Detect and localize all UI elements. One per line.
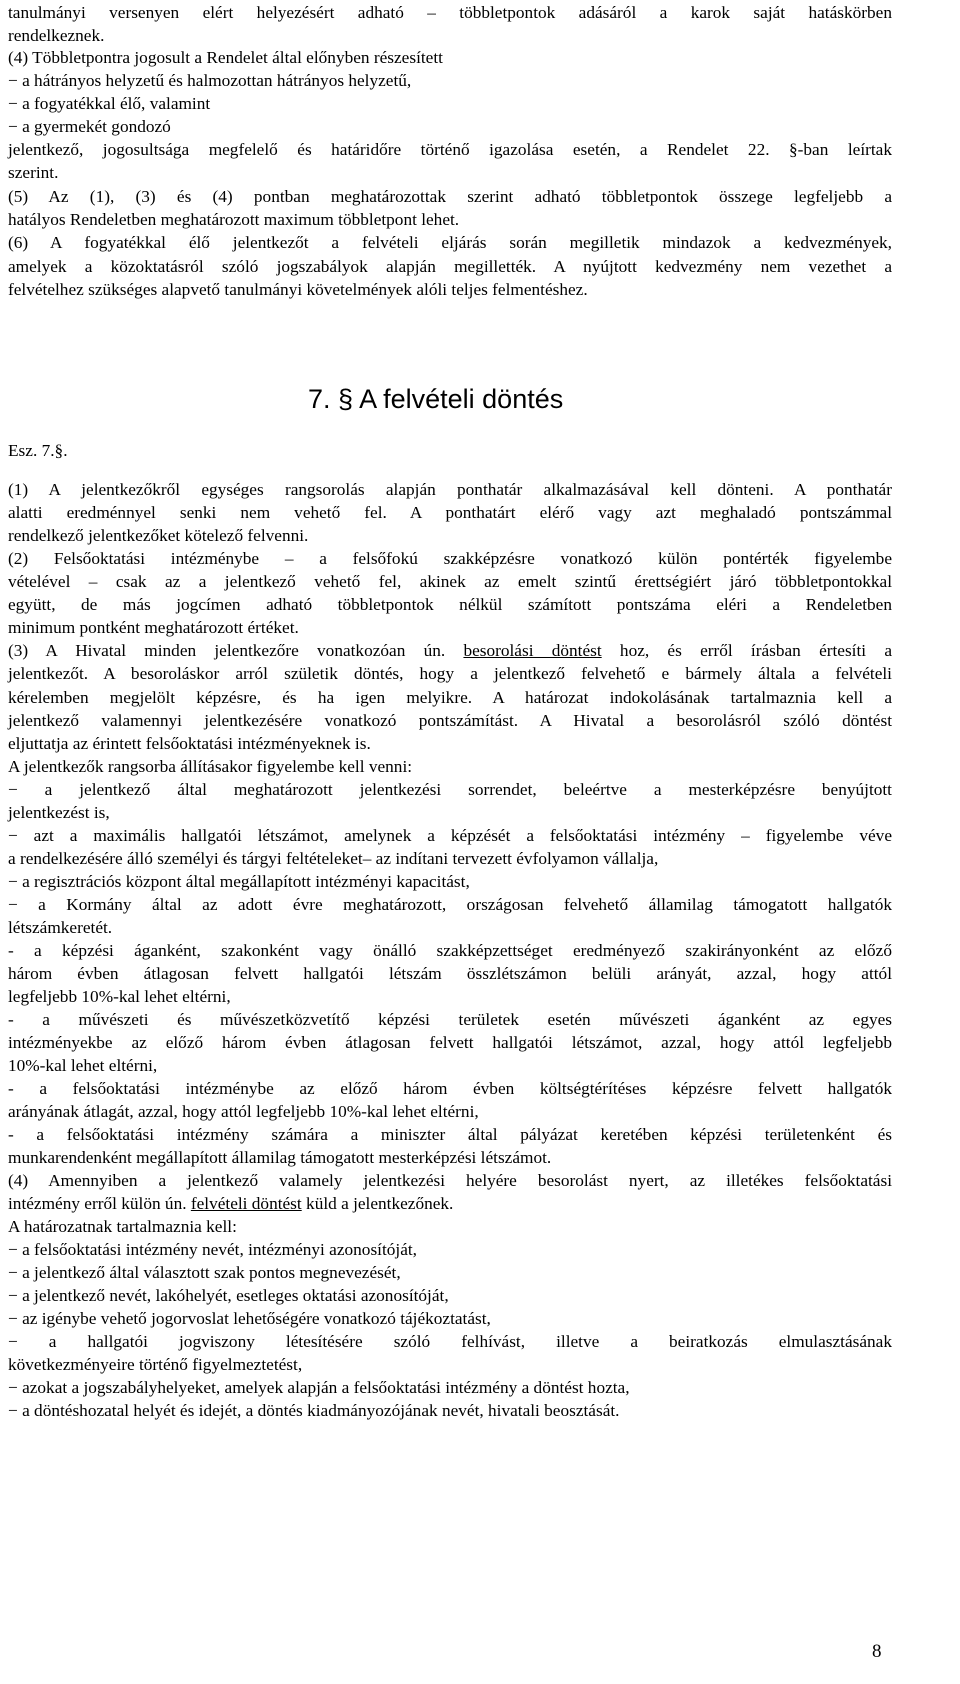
list-item: − a döntéshozatal helyét és idejét, a döntés kiadmányozójának nevét, hivatali beosztását. [8,1401,620,1420]
text-line: intézményekbe az előző három évben átlagosan felvett hallgatói létszámot, azzal, hogy attól legfeljebb [8,1033,892,1052]
text-line: alatti eredménnyel senki nem vehető fel. A ponthatárt elérő vagy azt meghaladó pontszámmal [8,503,892,522]
text-line: felvételhez szükséges alapvető tanulmányi követelmények alóli teljes felmentéshez. [8,280,588,299]
list-item: − azt a maximális hallgatói létszámot, amelynek a képzését a felsőoktatási intézmény – figyelembe véve [8,826,892,845]
text-line: a rendelkezésére álló személyi és tárgyi feltételeket– az indítani tervezett évfolyamon vállalja, [8,849,659,868]
decision-term: felvételi döntést [190,1194,302,1213]
decision-term: besorolási döntést [463,641,602,660]
text-line: (4) Amennyiben a jelentkező valamely jelentkezési helyére besorolást nyert, az illetékes felsőoktatási [8,1171,892,1190]
text-line: létszámkeretét. [8,918,113,937]
text-line: (2) Felsőoktatási intézménybe – a felsőfokú szakképzésre vonatkozó külön pontérték figyelembe [8,549,892,568]
text-line: (5) Az (1), (3) és (4) pontban meghatározottak szerint adható többletpontok összege legfeljebb a [8,187,892,206]
text-line: arányának átlagát, azzal, hogy attól legfeljebb 10%-kal lehet eltérni, [8,1102,479,1121]
text-line: amelyek a közoktatásról szóló jogszabályok alapján megillették. A nyújtott kedvezmény nem vezethet a [8,257,892,276]
list-item: − a regisztrációs központ által megállapított intézményi kapacitást, [8,872,470,891]
list-item: − a hallgatói jogviszony létesítésére szóló felhívást, illetve a beiratkozás elmulasztásának [8,1332,892,1351]
list-item: − a felsőoktatási intézmény nevét, intézményi azonosítóját, [8,1240,418,1259]
text-line: jelentkezőt. A besoroláskor arról születik döntés, hogy a jelentkező felvehető e bármely általa a felvételi [8,664,892,683]
text-line: együtt, de más jogcímen adható többletpontok nélkül számított pontszáma eléri a Rendeletben [8,595,892,614]
list-item: − a jelentkező által meghatározott jelentkezési sorrendet, beleértve a mesterképzésre benyújtott [8,780,892,799]
list-item: − a jelentkező nevét, lakóhelyét, esetleges oktatási azonosítóját, [8,1286,449,1305]
list-item: - a felsőoktatási intézménybe az előző három évben költségtérítéses képzésre felvett hallgatók [8,1079,892,1098]
list-item: − az igénybe vehető jogorvoslat lehetőségére vonatkozó tájékoztatást, [8,1309,491,1328]
list-item: − a Kormány által az adott évre meghatározott, országosan felvehető államilag támogatott hallgatók [8,895,892,914]
text-line: (4) Többletpontra jogosult a Rendelet által előnyben részesített [8,48,443,67]
list-item: − azokat a jogszabályhelyeket, amelyek alapján a felsőoktatási intézmény a döntést hozta, [8,1378,630,1397]
text-line: rendelkező jelentkezőket kötelező felvenni. [8,526,309,545]
text-span: intézmény erről külön ún. [8,1194,187,1213]
list-item: - a képzési áganként, szakonként vagy önálló szakképzettséget eredményező szakirányonként az előző [8,941,892,960]
text-line: kérelemben megjelölt képzésre, és ha igen melyikre. A határozat indokolásának tartalmaznia kell a [8,688,892,707]
text-span: (3) A Hivatal minden jelentkezőre vonatkozóan ún. [8,641,446,660]
list-item: − a fogyatékkal élő, valamint [8,94,211,113]
text-line: eljuttatja az érintett felsőoktatási intézményeknek is. [8,734,371,753]
text-line: rendelkeznek. [8,26,105,45]
text-line: következményeire történő figyelmeztetést, [8,1355,303,1374]
list-item: − a gyermekét gondozó [8,117,171,136]
text-line: A határozatnak tartalmaznia kell: [8,1217,237,1236]
text-line: jelentkező valamennyi jelentkezésére vonatkozó pontszámítást. A Hivatal a besorolásról szóló döntést [8,711,892,730]
text-line: szerint. [8,163,59,182]
list-item: - a művészeti és művészetközvetítő képzési területek esetén művészeti áganként az egyes [8,1010,892,1029]
text-line: 10%-kal lehet eltérni, [8,1056,158,1075]
text-span: küld a jelentkezőnek. [306,1194,454,1213]
section-heading [308,384,563,415]
section-sign: § [338,384,354,414]
text-line: hatályos Rendeletben meghatározott maximum többletpont lehet. [8,210,460,229]
text-line: jelentkezést is, [8,803,110,822]
section-title: A felvételi döntés [359,384,564,414]
text-span: hoz, és erről írásban értesíti a [619,641,892,660]
esz-label: Esz. 7.§. [8,441,68,460]
list-item: − a jelentkező által választott szak pontos megnevezését, [8,1263,401,1282]
text-line: vételével – csak az a jelentkező vehető fel, akinek az emelt szintű érettségiért járó többletpontokkal [8,572,892,591]
list-item: - a felsőoktatási intézmény számára a miniszter által pályázat keretében képzési területenként és [8,1125,892,1144]
list-item: − a hátrányos helyzetű és halmozottan hátrányos helyzetű, [8,71,412,90]
page-number: 8 [872,1641,882,1662]
text-line: (6) A fogyatékkal élő jelentkezőt a felvételi eljárás során megilletik mindazok a kedvezmények, [8,233,892,252]
text-line: minimum pontként meghatározott értéket. [8,618,299,637]
text-line: munkarendenként megállapított államilag támogatott mesterképzési létszámot. [8,1148,552,1167]
text-line: három évben átlagosan felvett hallgatói létszám összlétszámon belüli arányát, azzal, hogy attól [8,964,892,983]
text-line: legfeljebb 10%-kal lehet eltérni, [8,987,231,1006]
text-line: A jelentkezők rangsorba állításakor figyelembe kell venni: [8,757,413,776]
text-line: (1) A jelentkezőkről egységes rangsorolás alapján ponthatár alkalmazásával kell dönteni. A ponthatár [8,480,892,499]
text-line: jelentkező, jogosultsága megfelelő és határidőre történő igazolása esetén, a Rendelet 22. §-ban leírtak [8,140,892,159]
text-line: tanulmányi versenyen elért helyezésért adható – többletpontok adásáról a karok saját hatáskörben [8,3,892,22]
section-number: 7. [308,384,331,414]
